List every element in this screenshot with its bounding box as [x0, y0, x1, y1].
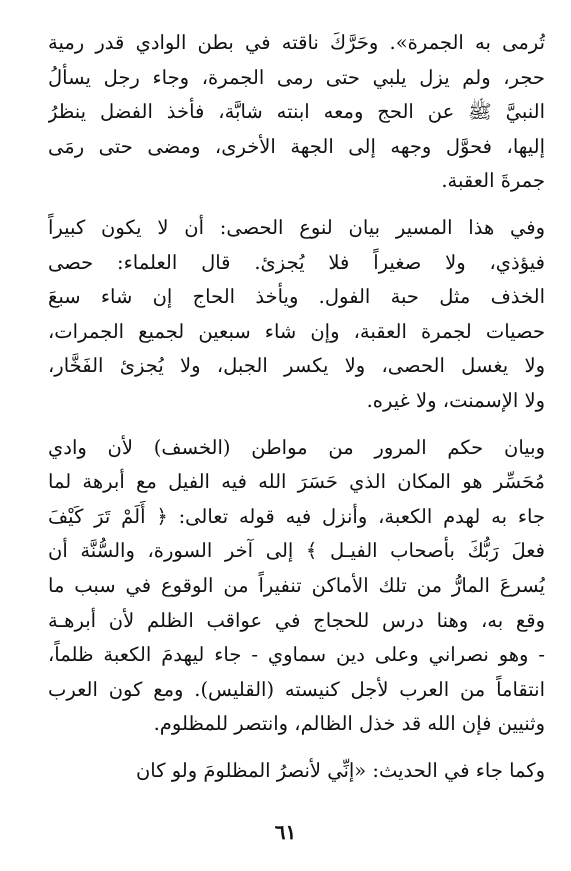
text-line: مُحَسِّر هو المكان الذي حَسَرَ الله فيه الفيل مع أبرهة لما [48, 470, 545, 494]
text-line: حجر، ولم يزل يلبي حتى رمى الجمرة، وجاء رجل يسألُ [48, 65, 545, 89]
text-line: الخذف مثل حبة الفول. ويأخذ الحاج إن شاء سبعَ [48, 285, 545, 309]
text-line: - وهو نصراني وعلى دين سماوي - جاء ليهدمَ الكعبة ظلماً، [48, 643, 545, 667]
text-line: فعلَ رَبُّكَ بأصحاب الفيـل ﴾ إلى آخر السورة، والسُّنَّة أن [48, 539, 545, 563]
text-line: انتقاماً من العرب لأجل كنيسته (القليس). ومع كون العرب [48, 677, 545, 701]
text-line: حصيات لجمرة العقبة، وإن شاء سبعين لجميع الجمرات، [48, 319, 545, 343]
paragraph [48, 26, 545, 199]
paragraph [48, 211, 545, 419]
text-line: ولا الإسمنت، ولا غيره. [366, 388, 545, 412]
paragraph [48, 431, 545, 742]
text-line: إليها، فحوَّل وجهه إلى الجهة الأخرى، ومضى حتى رمَى [48, 134, 545, 158]
text-line: جاء به لهدم الكعبة، وأنزل فيه قوله تعالى: ﴿ أَلَمْ تَرَ كَيْفَ [48, 504, 545, 528]
text-line: جمرةَ العقبة. [441, 169, 545, 193]
paragraph [48, 754, 545, 789]
text-line: وقع به، وهنا درس للحجاج في عواقب الظلم لأن أبرهـة [48, 608, 545, 632]
page-text [48, 26, 545, 788]
text-line: ولا يغسل الحصى، ولا يكسر الجبل، ولا يُجزئ الفَخَّار، [48, 354, 545, 378]
text-line: وكما جاء في الحديث: «إنِّي لأنصرُ المظلومَ ولو كان [135, 758, 545, 782]
text-line: فيؤذي، ولا صغيراً فلا يُجزئ. قال العلماء: حصى [48, 250, 545, 274]
text-line: يُسرعَ المارُّ من تلك الأماكن تنفيراً من الوقوع في سبب ما [48, 573, 545, 597]
page-number: ٦١ [274, 820, 297, 844]
text-line: تُرمى به الجمرة». وحَرَّكَ ناقته في بطن الوادي قدر رمية [48, 31, 545, 54]
text-line: وثنيين فإن الله قد خذل الظالم، وانتصر للمظلوم. [153, 712, 545, 736]
text-line: وفي هذا المسير بيان لنوع الحصى: أن لا يكون كبيراً [48, 215, 545, 239]
text-line: وبيان حكم المرور من مواطن (الخسف) لأن وادي [48, 435, 545, 459]
text-line: النبيَّ ﷺ عن الحج ومعه ابنته شابَّة، فأخذ الفضل ينظرُ [48, 100, 545, 124]
